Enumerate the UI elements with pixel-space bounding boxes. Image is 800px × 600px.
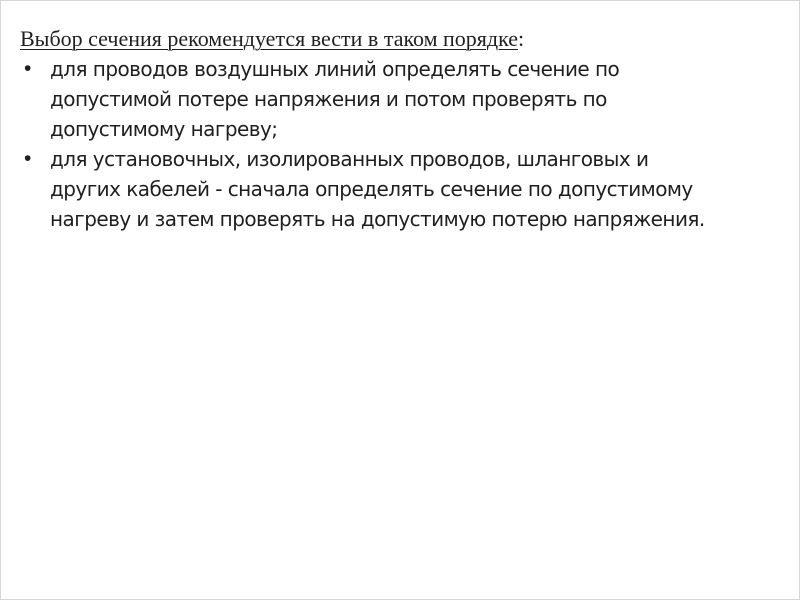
slide-heading-colon: : (518, 26, 525, 51)
bullet-marker: • (24, 147, 32, 170)
bullet-text-line: для проводов воздушных линий определять сечение по (50, 57, 620, 81)
slide-content (20, 24, 790, 234)
slide-heading (20, 24, 790, 54)
bullet-text-line: допустимому нагреву; (50, 117, 278, 141)
bullet-text-line: для установочных, изолированных проводов, шланговых и (50, 147, 649, 171)
bullet-list (20, 54, 790, 234)
bullet-item-insulated-cables (20, 144, 790, 234)
bullet-marker: • (24, 57, 32, 80)
slide-heading-text: Выбор сечения рекомендуется вести в таком порядке (20, 26, 519, 51)
bullet-item-overhead-wires (20, 54, 790, 144)
bullet-text-line: допустимой потере напряжения и потом проверять по (50, 87, 607, 111)
bullet-text-line: нагреву и затем проверять на допустимую потерю напряжения. (50, 207, 705, 231)
bullet-text-line: других кабелей - сначала определять сечение по допустимому (50, 177, 693, 201)
